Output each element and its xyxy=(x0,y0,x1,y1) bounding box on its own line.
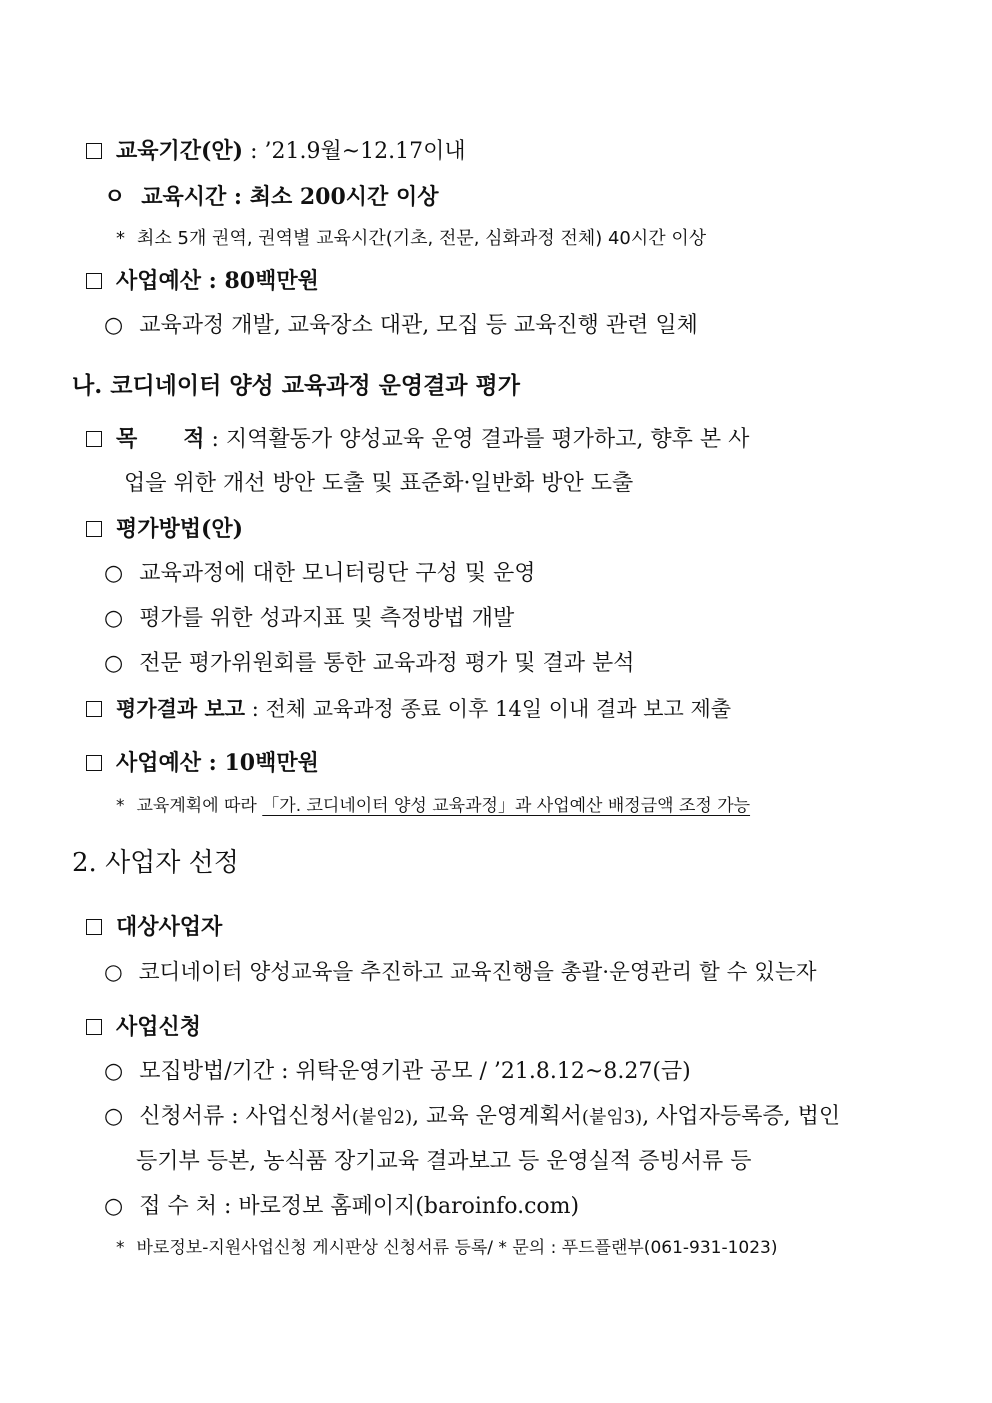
section-budget-10 xyxy=(86,752,319,775)
bullet-circle-icon: ○ xyxy=(104,313,124,338)
section-evaluation-method xyxy=(86,518,243,541)
purpose-continued xyxy=(124,473,633,495)
method-item-3 xyxy=(104,653,634,675)
section-purpose xyxy=(86,428,749,451)
application-documents xyxy=(104,1106,840,1128)
item-label: 평가방법(안) xyxy=(116,516,244,542)
note-text: 교육계획에 따라 xyxy=(136,796,263,816)
item-text: 업을 위한 개선 방안 도출 및 표준화·일반화 방안 도출 xyxy=(124,471,634,496)
section-budget-80 xyxy=(86,270,319,293)
method-item-2 xyxy=(104,608,514,630)
target-contractor-detail xyxy=(104,962,817,984)
bullet-circle-icon: ○ xyxy=(104,606,124,631)
application-reception xyxy=(104,1196,579,1218)
asterisk-icon: * xyxy=(116,228,125,249)
checkbox-square-icon xyxy=(86,273,102,289)
item-text: 모집방법/기간 : 위탁운영기관 공모 / ’21.8.12~8.27(금) xyxy=(139,1059,691,1084)
note-contact xyxy=(116,1240,778,1257)
item-text: 신청서류 : 사업신청서 xyxy=(139,1104,352,1129)
section-application xyxy=(86,1016,201,1039)
bullet-circle-icon: ○ xyxy=(104,651,124,676)
item-label: 사업예산 : 10백만원 xyxy=(116,750,319,776)
note-text: 최소 5개 권역, 권역별 교육시간(기초, 전문, 심화과정 전체) 40시간 이상 xyxy=(137,228,707,249)
item-text: : ’21.9월~12.17이내 xyxy=(243,139,466,164)
note-region-hours xyxy=(116,230,706,248)
section-target-contractor xyxy=(86,916,222,939)
checkbox-square-icon xyxy=(86,701,102,717)
application-documents-continued xyxy=(136,1151,752,1173)
item-text: 코디네이터 양성교육을 추진하고 교육진행을 총괄·운영관리 할 수 있는자 xyxy=(138,960,817,985)
asterisk-icon: * xyxy=(116,796,125,816)
item-text: , 교육 운영계획서 xyxy=(412,1104,582,1129)
checkbox-square-icon xyxy=(86,521,102,537)
heading-text: 2. 사업자 선정 xyxy=(72,848,239,878)
item-text: : 전체 교육과정 종료 이후 14일 이내 결과 보고 제출 xyxy=(245,697,732,721)
bullet-circle-icon: ㅇ xyxy=(104,184,126,210)
application-recruit-period xyxy=(104,1061,691,1083)
bullet-circle-icon: ○ xyxy=(104,561,124,586)
item-label: 교육기간(안) xyxy=(116,138,244,164)
checkbox-square-icon xyxy=(86,919,102,935)
checkbox-square-icon xyxy=(86,755,102,771)
subsection-heading-evaluation xyxy=(72,374,520,397)
note-underlined-text: 「가. 코디네이터 양성 교육과정」과 사업예산 배정금액 조정 가능 xyxy=(262,796,751,816)
item-text: 교육과정 개발, 교육장소 대관, 모집 등 교육진행 관련 일체 xyxy=(139,313,698,338)
item-label: 평가결과 보고 xyxy=(116,696,246,721)
section-heading-contractor-selection xyxy=(72,850,239,876)
item-text: 등기부 등본, 농식품 장기교육 결과보고 등 운영실적 증빙서류 등 xyxy=(136,1149,752,1174)
checkbox-square-icon xyxy=(86,143,102,159)
item-text: 평가를 위한 성과지표 및 측정방법 개발 xyxy=(139,606,515,631)
attachment-note: (붙임3) xyxy=(581,1107,643,1128)
item-text: : 지역활동가 양성교육 운영 결과를 평가하고, 향후 본 사 xyxy=(204,427,750,452)
bullet-circle-icon: ○ xyxy=(104,960,123,985)
section-evaluation-report xyxy=(86,698,731,720)
asterisk-icon: * xyxy=(116,1238,125,1258)
checkbox-square-icon xyxy=(86,1019,102,1035)
bullet-circle-icon: ○ xyxy=(104,1104,124,1129)
budget-detail xyxy=(104,315,698,337)
attachment-note: (붙임2) xyxy=(351,1107,413,1128)
bullet-circle-icon: ○ xyxy=(104,1059,124,1084)
education-hours xyxy=(104,186,438,208)
item-label: 대상사업자 xyxy=(116,914,223,940)
heading-text: 나. 코디네이터 양성 교육과정 운영결과 평가 xyxy=(72,372,520,399)
bullet-circle-icon: ○ xyxy=(104,1194,124,1219)
checkbox-square-icon xyxy=(86,431,102,447)
item-text: 전문 평가위원회를 통한 교육과정 평가 및 결과 분석 xyxy=(139,651,635,676)
item-label: 목 적 xyxy=(116,426,205,452)
item-text: , 사업자등록증, 법인 xyxy=(642,1104,841,1129)
item-text: 교육과정에 대한 모니터링단 구성 및 운영 xyxy=(139,561,536,586)
item-label: 사업신청 xyxy=(116,1014,202,1040)
item-label: 사업예산 : 80백만원 xyxy=(116,268,319,294)
item-text: 접 수 처 : 바로정보 홈페이지(baroinfo.com) xyxy=(139,1194,580,1219)
note-text: 바로정보-지원사업신청 게시판상 신청서류 등록/ * 문의 : 푸드플랜부(061-931-1023) xyxy=(136,1238,778,1258)
section-education-period xyxy=(86,140,466,163)
item-text: 교육시간 : 최소 200시간 이상 xyxy=(141,184,439,210)
method-item-1 xyxy=(104,563,535,585)
note-budget-adjustment xyxy=(116,798,750,815)
